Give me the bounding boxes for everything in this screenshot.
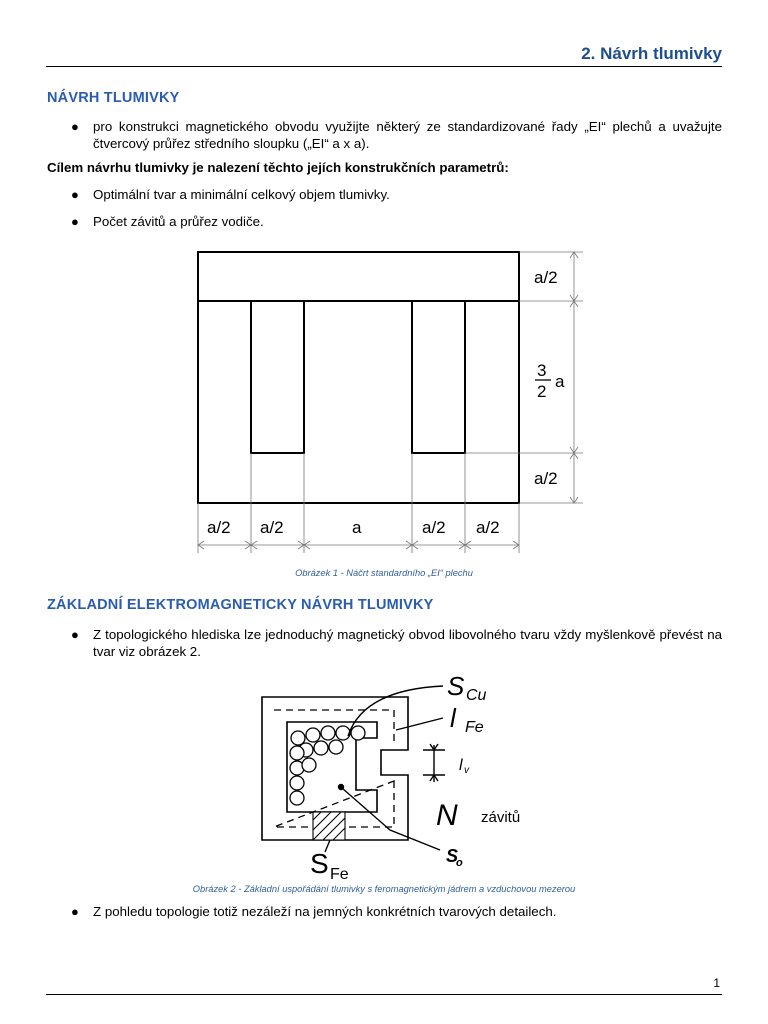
dim-w4: a/2 [422,518,446,537]
bullet-text: Počet závitů a průřez vodiče. [93,214,264,229]
i-bar [198,252,519,301]
so-sub: o [456,857,463,869]
dim-bottom: a/2 [534,469,558,488]
section-heading-design: NÁVRH TLUMIVKY [47,90,180,106]
bullet-icon: ● [71,627,79,642]
dim-mid-den: 2 [537,382,547,401]
lfe-main: l [450,703,456,733]
bullet-item [47,213,722,230]
dim-w2: a/2 [260,518,284,537]
bullet-icon: ● [71,119,79,134]
footer-rule [46,994,722,995]
chapter-title: 2. Návrh tlumivky [581,44,722,63]
bullet-item [47,626,722,660]
page-header [46,44,722,67]
bullet-text: Optimální tvar a minimální celkový objem tlumivky. [93,187,390,202]
dim-w3: a [352,518,362,537]
figure2-caption: Obrázek 2 - Základní uspořádání tlumivky s feromagnetickým jádrem a vzduchovou mezerou [192,884,576,894]
lv-main: l [459,757,463,774]
lfe-sub: Fe [465,719,484,736]
sfe-main: S [310,848,329,879]
dim-mid-var: a [555,372,565,391]
bullet-item [47,903,722,920]
figure1-caption: Obrázek 1 - Náčrt standardního „EI“ plechu [295,568,473,578]
dim-mid-num: 3 [537,361,547,380]
lv-sub: v [464,765,469,776]
page-number: 1 [713,976,720,990]
bullet-text: Z topologického hlediska lze jednoduchý magnetický obvod libovolného tvaru vždy myšlenkově převést na tvar viz obrázek 2. [93,627,722,659]
bullet-item [47,186,722,203]
scu-main: S [447,671,465,701]
bullet-text: Z pohledu topologie totiž nezáleží na jemných konkrétních tvarových detailech. [93,904,557,919]
e-core [198,301,519,503]
bullet-item [47,118,722,152]
n-label: N [436,799,458,832]
scu-sub: Cu [466,687,487,704]
bullet-icon: ● [71,904,79,919]
so-main: S [446,846,459,866]
bullet-text: pro konstrukci magnetického obvodu využijte některý ze standardizované řady „EI“ plechů a uvažujte čtvercový průřez středního sloupku („EI“ a x a). [93,119,722,151]
dim-top: a/2 [534,268,558,287]
bullet-icon: ● [71,187,79,202]
section-heading-em-design: ZÁKLADNÍ ELEKTROMAGNETICKY NÁVRH TLUMIVKY [47,597,434,613]
bullet-icon: ● [71,214,79,229]
dim-w1: a/2 [207,518,231,537]
sfe-sub: Fe [330,866,349,880]
choke-sketch [0,665,768,880]
goal-statement: Cílem návrhu tlumivky je nalezení těchto jejích konstrukčních parametrů: [47,160,509,175]
ei-plate-sketch [0,240,768,565]
dim-w5: a/2 [476,518,500,537]
turns-label: závitů [481,809,521,826]
